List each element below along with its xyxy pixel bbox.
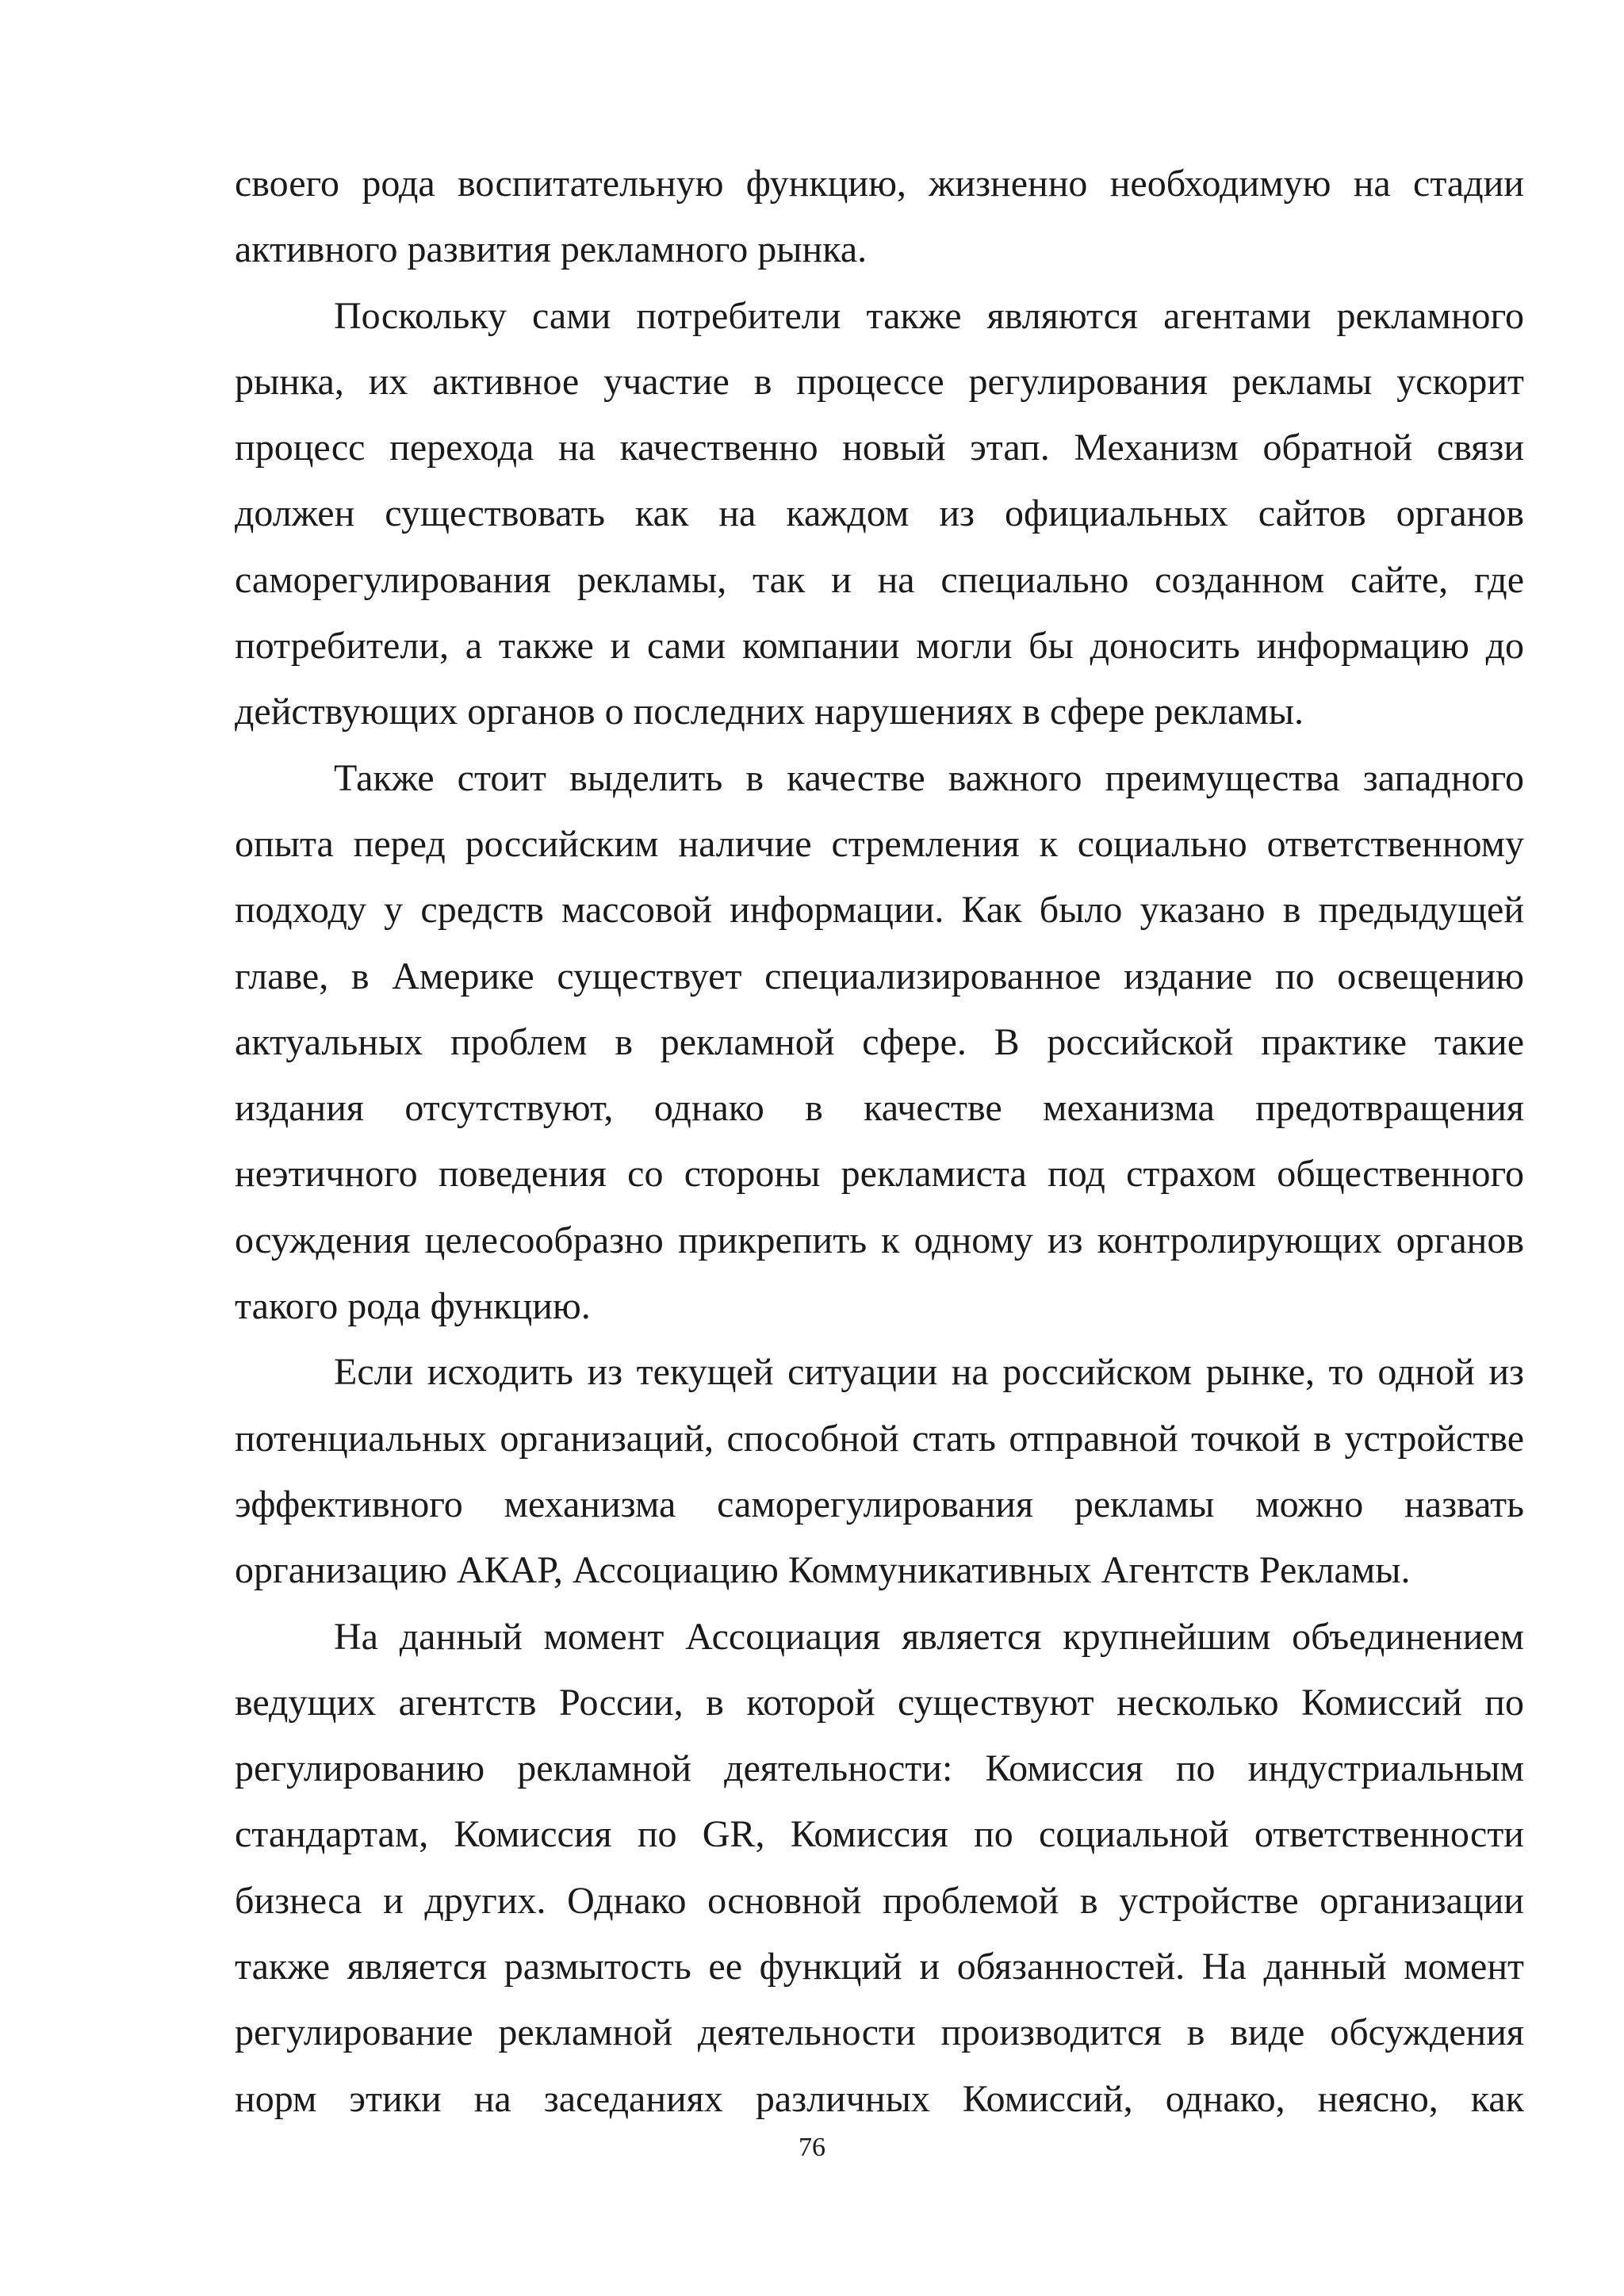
text-line: подходу у средств массовой информации. Как было указано в предыдущей [235, 889, 1524, 932]
paragraph [235, 745, 1524, 1340]
text-line: потребители, а также и сами компании могли бы доносить информацию до [235, 625, 1524, 668]
text-line: своего рода воспитательную функцию, жизненно необходимую на стадии [235, 163, 1524, 205]
paragraph [235, 151, 1524, 283]
page-number: 76 [799, 2133, 825, 2162]
text-line: активного развития рекламного рынка. [235, 228, 868, 271]
text-line: издания отсутствуют, однако в качестве механизма предотвращения [235, 1087, 1524, 1130]
text-line: такого рода функцию. [235, 1285, 591, 1328]
text-line: рынка, их активное участие в процессе регулирования рекламы ускорит [235, 360, 1524, 403]
paragraph [235, 1339, 1524, 1603]
text-line: стандартам, Комиссия по GR, Комиссия по социальной ответственности [235, 1813, 1524, 1856]
document-body [235, 151, 1524, 2132]
text-line: потенциальных организаций, способной стать отправной точкой в устройстве [235, 1417, 1524, 1460]
text-line: бизнеса и других. Однако основной проблемой в устройстве организации [235, 1879, 1524, 1922]
text-line: саморегулирования рекламы, так и на специально созданном сайте, где [235, 558, 1524, 601]
text-line: неэтичного поведения со стороны рекламиста под страхом общественного [235, 1153, 1524, 1196]
text-line: Поскольку сами потребители также являются агентами рекламного [334, 294, 1524, 337]
text-line: эффективного механизма саморегулирования рекламы можно назвать [235, 1483, 1524, 1525]
text-line: главе, в Америке существует специализированное издание по освещению [235, 955, 1524, 997]
text-line: актуальных проблем в рекламной сфере. В российской практике такие [235, 1020, 1524, 1063]
text-line: также является размытость ее функций и обязанностей. На данный момент [235, 1946, 1524, 1988]
text-line: Если исходить из текущей ситуации на российском рынке, то одной из [334, 1351, 1524, 1394]
text-line: должен существовать как на каждом из официальных сайтов органов [235, 492, 1524, 535]
paragraph [235, 1604, 1524, 2132]
text-line: На данный момент Ассоциация является крупнейшим объединением [334, 1615, 1524, 1658]
text-line: регулирование рекламной деятельности производится в виде обсуждения [235, 2011, 1524, 2054]
text-line: норм этики на заседаниях различных Комиссий, однако, неясно, как [235, 2077, 1524, 2120]
paragraph [235, 283, 1524, 745]
text-line: процесс перехода на качественно новый этап. Механизм обратной связи [235, 427, 1524, 469]
text-line: опыта перед российским наличие стремления к социально ответственному [235, 822, 1524, 865]
text-line: осуждения целесообразно прикрепить к одному из контролирующих органов [235, 1219, 1524, 1261]
text-line: Также стоит выделить в качестве важного преимущества западного [334, 756, 1524, 799]
text-line: организацию АКАР, Ассоциацию Коммуникативных Агентств Рекламы. [235, 1549, 1411, 1592]
text-line: ведущих агентств России, в которой существуют несколько Комиссий по [235, 1681, 1524, 1724]
text-line: регулированию рекламной деятельности: Комиссия по индустриальным [235, 1747, 1524, 1790]
text-line: действующих органов о последних нарушениях в сфере рекламы. [235, 691, 1304, 733]
